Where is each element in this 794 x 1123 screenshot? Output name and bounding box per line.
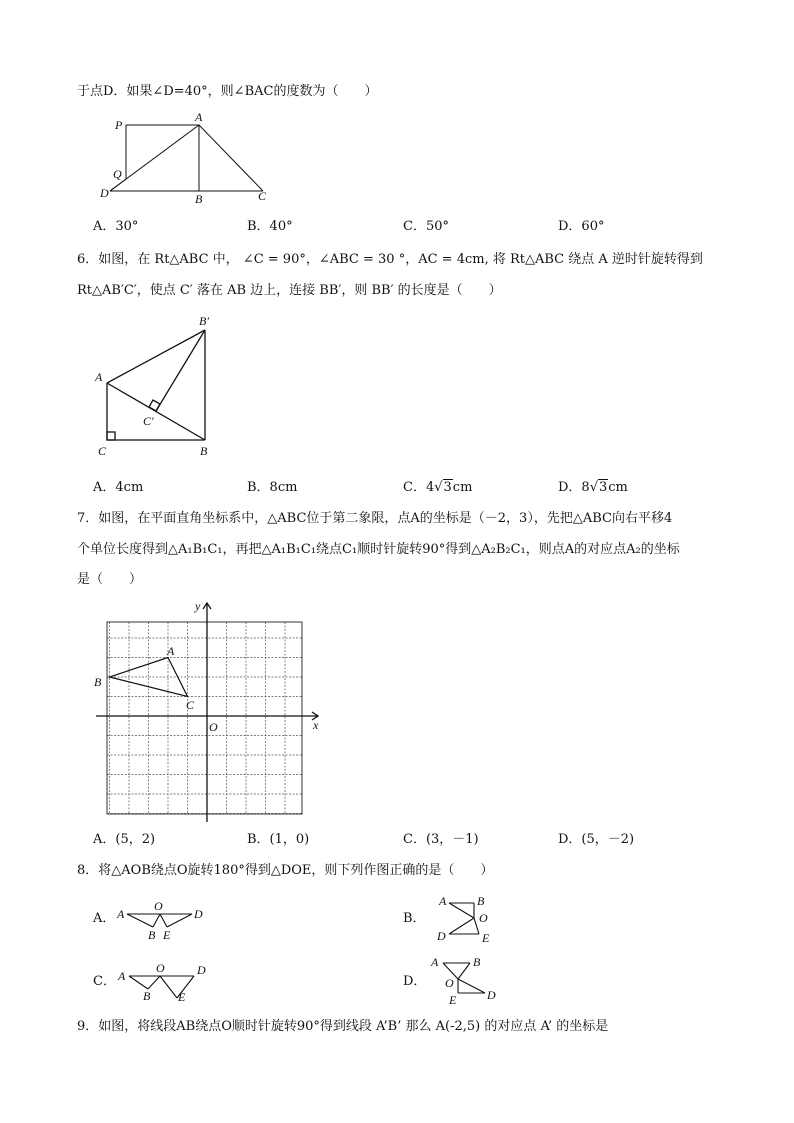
q7-label-o: O [209,720,218,734]
q8c-label-e: E [178,990,186,1004]
q6-stem-line1: 6．如图，在 Rt△ABC 中， ∠C = 90°，∠ABC = 30 °，AC = 4cm, 将 Rt△ABC 绕点 A 逆时针旋转得到 [77,252,703,267]
q5-stem-tail: 于点D．如果∠D=40°，则∠BAC的度数为（ ） [77,84,378,99]
q8-option-d-letter: D． [403,974,427,989]
q5-label-q: Q [113,167,122,181]
q9-stem: 9．如图，将线段AB绕点O顺时针旋转90°得到线段 A’B’ 那么 A(-2,5) 的对应点 A’ 的坐标是 [77,1019,609,1034]
q8b-label-e: E [482,931,490,945]
q5-label-c: C [258,189,267,203]
q5-label-p: P [115,118,123,132]
q6-label-a: A [95,370,103,384]
q8c-label-o: O [156,961,165,975]
q5-option-a: A．30° [93,219,139,234]
q8a-label-e: E [163,928,171,942]
q5-label-d: D [100,186,109,200]
q7-label-b: B [94,675,102,689]
q8a-label-b: B [148,928,156,942]
q7-stem-line1: 7．如图，在平面直角坐标系中，△ABC位于第二象限，点A的坐标是（－2，3），先把△ABC向右平移4 [77,511,673,526]
q8d-label-e: E [449,993,457,1007]
q8d-label-a: A [431,955,439,969]
q8-option-c-letter: C． [93,974,116,989]
q8c-label-a: A [118,969,126,983]
q5-option-d: D．60° [558,219,605,234]
q5-label-a: A [195,110,203,124]
q5-label-b: B [195,192,203,206]
q8a-label-d: D [194,907,203,921]
q6-label-b: B [200,444,208,458]
q6-option-d: D．8√3cm [558,480,628,495]
q5-option-c: C．50° [403,219,449,234]
q8a-label-a: A [117,907,125,921]
q7-stem-line2: 个单位长度得到△A₁B₁C₁，再把△A₁B₁C₁绕点C₁顺时针旋转90°得到△A₂B₂C₁，则点A的对应点A₂的坐标 [77,542,680,557]
q8b-label-b: B [477,894,485,908]
q7-option-c: C．(3，－1) [403,832,479,847]
q7-option-d: D．(5，－2) [558,832,635,847]
q8-option-a-letter: A． [93,911,116,926]
q8c-label-b: B [143,989,151,1003]
q8-stem: 8．将△AOB绕点O旋转180°得到△DOE，则下列作图正确的是（ ） [77,863,494,878]
q7-label-x: x [313,718,319,732]
q8-option-b-letter: B． [403,911,426,926]
q6-option-b: B．8cm [247,480,298,495]
q7-label-y: y [195,599,201,613]
q8d-label-b: B [473,955,481,969]
q8c-label-d: D [197,963,206,977]
q5-option-b: B．40° [247,219,293,234]
q8b-label-a: A [439,894,447,908]
q8b-label-o: O [479,911,488,925]
q7-label-a: A [167,644,175,658]
q6-option-a: A．4cm [93,480,144,495]
q7-option-b: B．(1，0) [247,832,310,847]
q8b-label-d: D [437,929,446,943]
q6-label-c: C [98,444,107,458]
q6-stem-line2: Rt△AB′C′，使点 C′ 落在 AB 边上，连接 BB′，则 BB′ 的长度是（ ） [77,283,502,298]
q6-label-bprime: B′ [199,314,209,328]
q7-stem-line3: 是（ ） [77,572,143,587]
q6-label-cprime: C′ [143,414,154,428]
q7-option-a: A．(5，2) [93,832,156,847]
q8d-label-o: O [445,976,454,990]
q7-label-c: C [186,698,195,712]
q8d-label-d: D [487,988,496,1002]
q8a-label-o: O [154,899,163,913]
q6-option-c: C．4√3cm [403,480,473,495]
